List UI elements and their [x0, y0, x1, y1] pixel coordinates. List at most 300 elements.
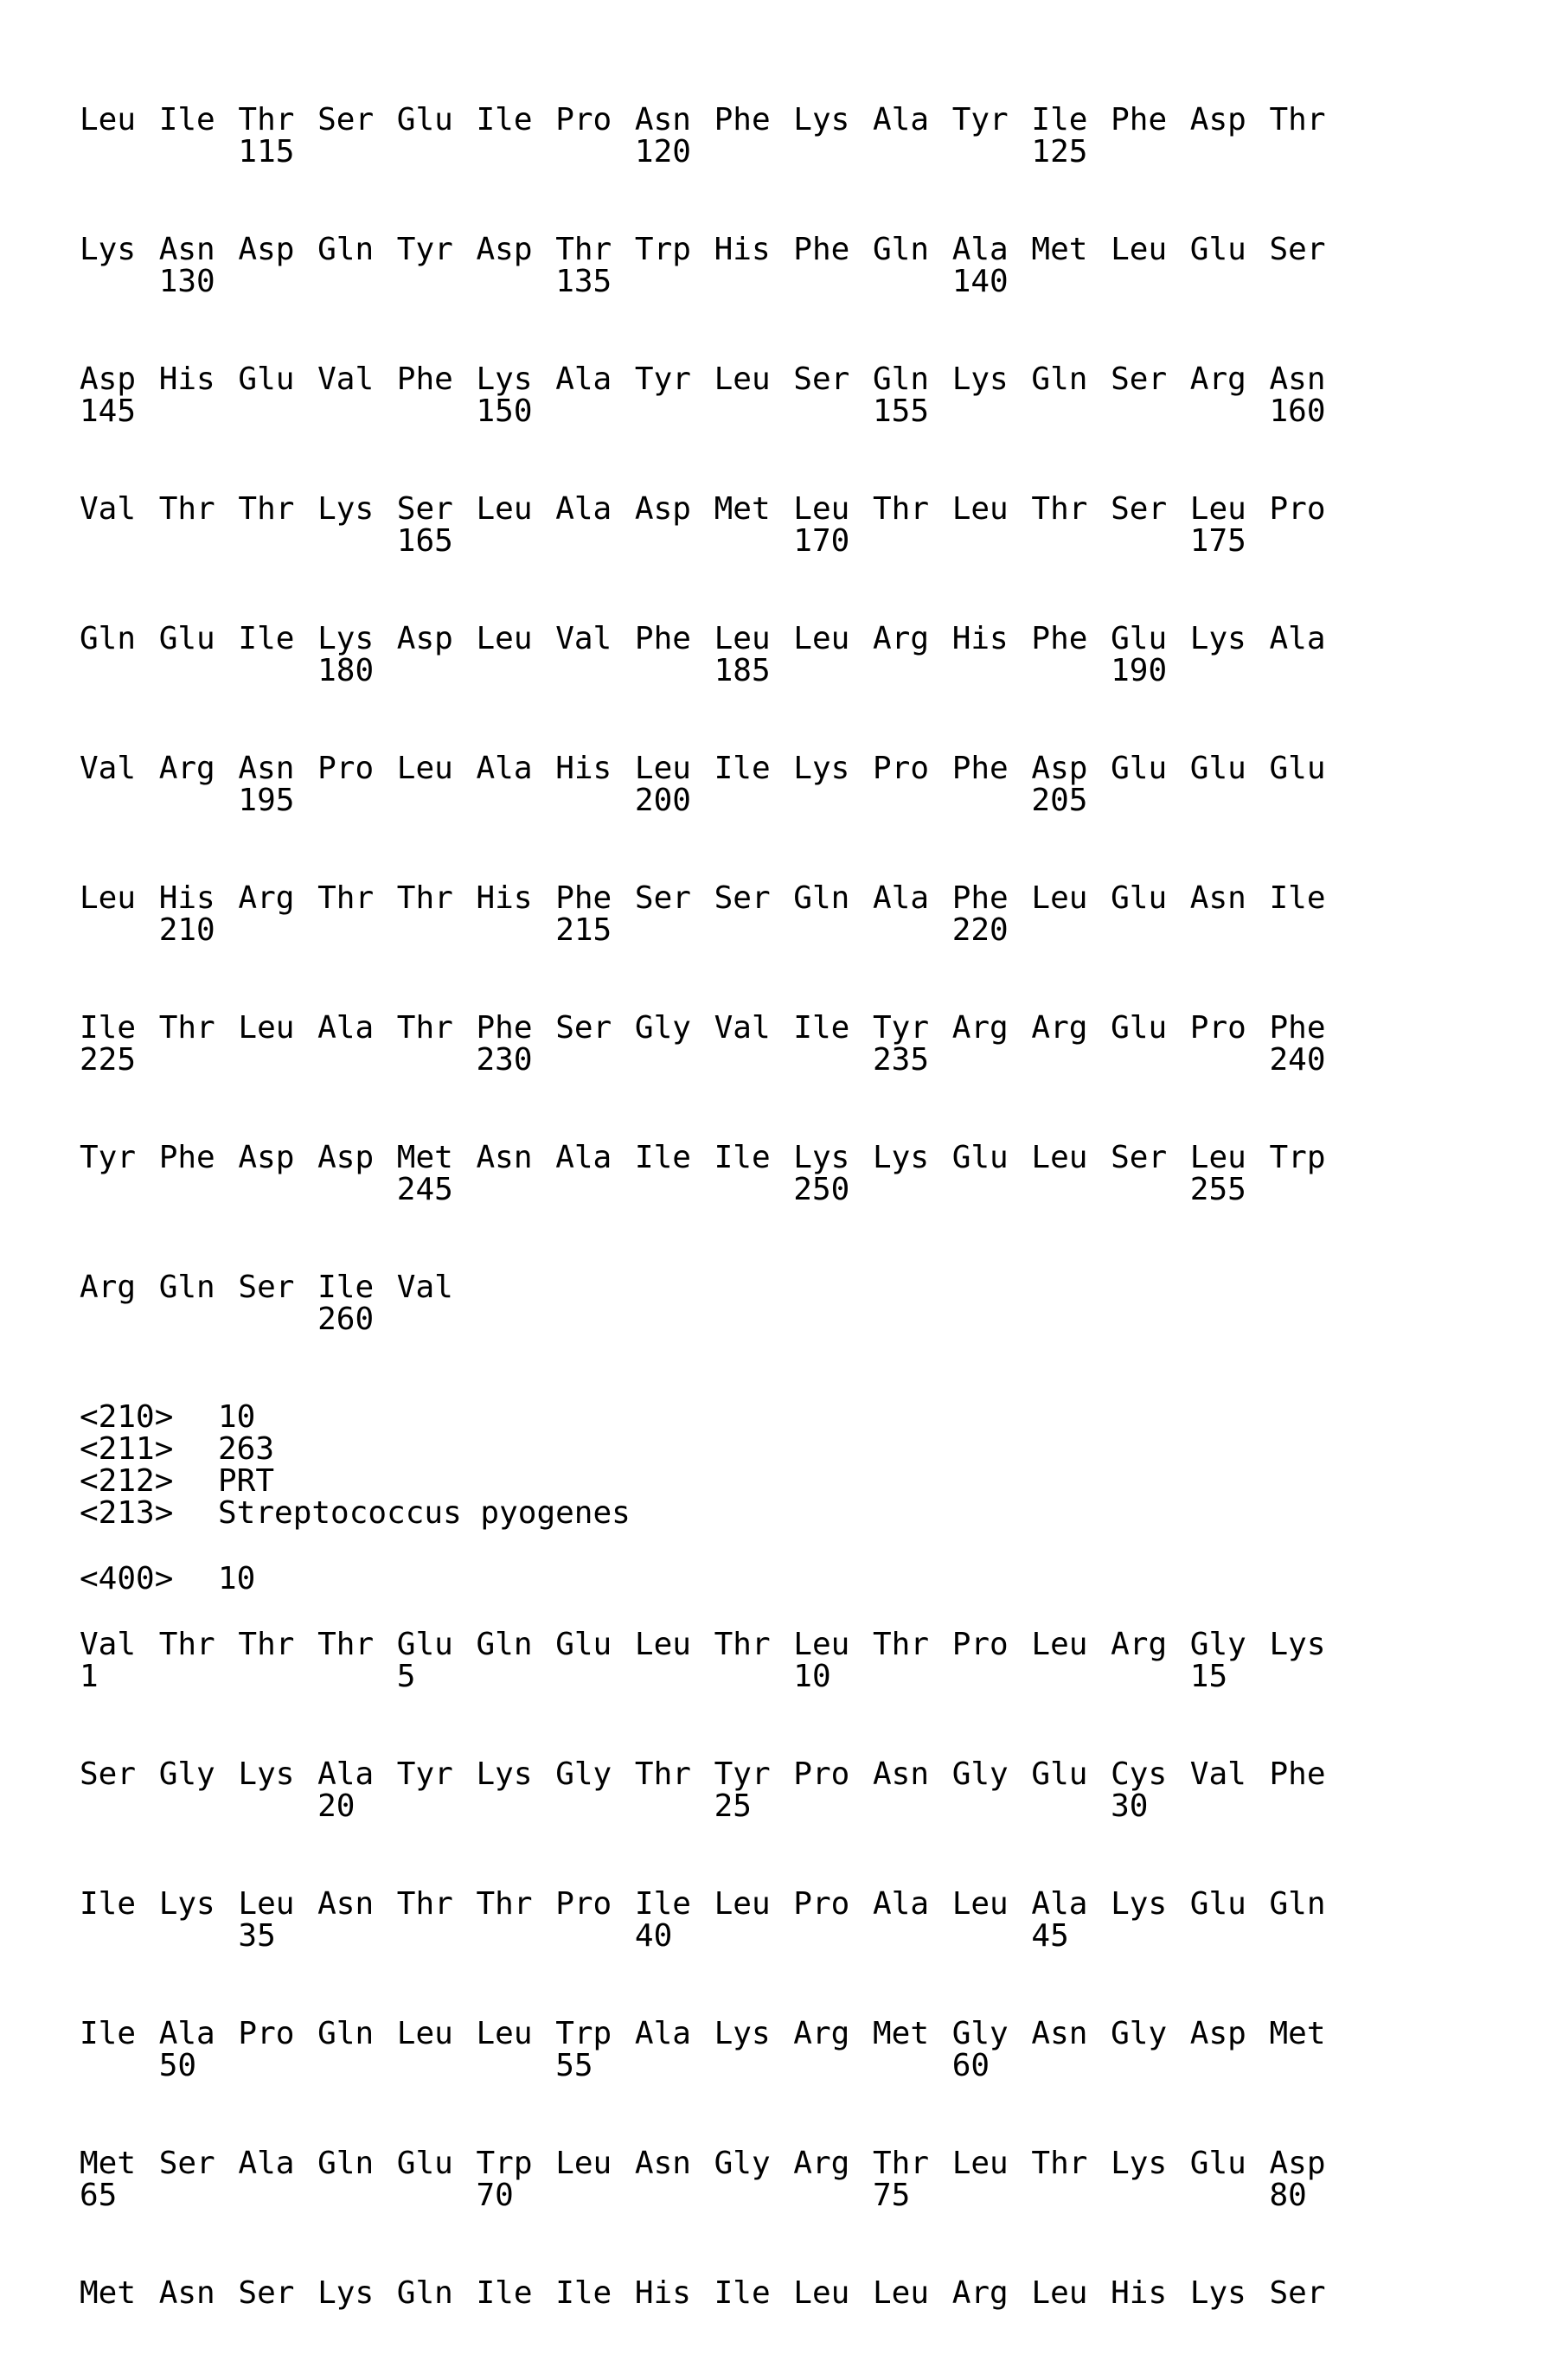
- residue: Leu: [397, 2018, 453, 2050]
- residue: Leu: [873, 2277, 929, 2309]
- residue: Thr: [635, 1758, 691, 1790]
- residue: Val: [555, 623, 612, 655]
- residue-number: 220: [952, 914, 1009, 946]
- residue: Ser: [1270, 2277, 1326, 2309]
- residue: Lys: [1270, 1628, 1326, 1660]
- residue: Leu: [397, 752, 453, 784]
- residue-number: 150: [477, 395, 533, 427]
- residue: Gly: [1190, 1628, 1246, 1660]
- residue: Ile: [555, 2277, 612, 2309]
- residue: Ala: [477, 752, 533, 784]
- residue: Asn: [635, 2147, 691, 2179]
- residue: Ser: [1270, 234, 1326, 266]
- residue: Lys: [873, 1142, 929, 1174]
- residue: Asp: [1190, 104, 1246, 136]
- residue: Asp: [238, 1142, 294, 1174]
- residue: Glu: [397, 1628, 453, 1660]
- residue: Asp: [1270, 2147, 1326, 2179]
- residue: Asp: [477, 234, 533, 266]
- residue-number: 20: [317, 1790, 355, 1822]
- residue: Asp: [1190, 2018, 1246, 2050]
- residue: Arg: [952, 1012, 1009, 1044]
- residue: Ile: [238, 623, 294, 655]
- residue-number: 140: [952, 266, 1009, 298]
- residue: Leu: [1031, 1628, 1087, 1660]
- residue: Thr: [238, 104, 294, 136]
- residue: Met: [714, 493, 771, 525]
- residue: Arg: [159, 752, 215, 784]
- residue: Glu: [159, 623, 215, 655]
- residue: Lys: [477, 363, 533, 395]
- residue: Asn: [317, 1888, 374, 1920]
- residue-number: 65: [80, 2179, 117, 2211]
- residue: Ile: [714, 752, 771, 784]
- residue-number: 175: [1190, 525, 1246, 557]
- residue: Thr: [397, 882, 453, 914]
- residue: Lys: [317, 2277, 374, 2309]
- residue: Lys: [793, 104, 849, 136]
- residue: Gln: [317, 234, 374, 266]
- residue-number: 195: [238, 784, 294, 816]
- residue: Leu: [793, 493, 849, 525]
- residue: Arg: [1031, 1012, 1087, 1044]
- residue: Lys: [1190, 2277, 1246, 2309]
- residue: Ala: [873, 1888, 929, 1920]
- residue: Ala: [555, 493, 612, 525]
- residue: Val: [714, 1012, 771, 1044]
- residue: Lys: [1111, 2147, 1167, 2179]
- residue: Leu: [1190, 493, 1246, 525]
- residue: His: [952, 623, 1009, 655]
- residue: Lys: [793, 752, 849, 784]
- residue-number: 250: [793, 1174, 849, 1206]
- residue: Tyr: [873, 1012, 929, 1044]
- residue-number: 70: [477, 2179, 514, 2211]
- residue-number: 15: [1190, 1660, 1227, 1692]
- residue: Phe: [1270, 1012, 1326, 1044]
- residue: Glu: [397, 2147, 453, 2179]
- residue-number: 240: [1270, 1044, 1326, 1076]
- residue: Ser: [317, 104, 374, 136]
- residue: Met: [397, 1142, 453, 1174]
- residue-number: 5: [397, 1660, 416, 1692]
- residue: Asn: [873, 1758, 929, 1790]
- residue-number: 55: [555, 2050, 593, 2082]
- residue: Ile: [714, 1142, 771, 1174]
- residue: Leu: [555, 2147, 612, 2179]
- residue: Thr: [238, 1628, 294, 1660]
- residue: Ala: [873, 104, 929, 136]
- residue: Gln: [317, 2018, 374, 2050]
- residue-number: 185: [714, 655, 771, 687]
- residue: Leu: [714, 363, 771, 395]
- residue: Lys: [1111, 1888, 1167, 1920]
- residue: Phe: [635, 623, 691, 655]
- residue: Phe: [793, 234, 849, 266]
- residue: Arg: [1190, 363, 1246, 395]
- residue: Trp: [1270, 1142, 1326, 1174]
- residue: Gly: [952, 1758, 1009, 1790]
- residue: Pro: [1190, 1012, 1246, 1044]
- residue: Gln: [397, 2277, 453, 2309]
- residue: Thr: [477, 1888, 533, 1920]
- residue: Arg: [238, 882, 294, 914]
- residue: Gln: [873, 234, 929, 266]
- residue-number: 245: [397, 1174, 453, 1206]
- residue: Met: [1031, 234, 1087, 266]
- residue: Thr: [873, 1628, 929, 1660]
- residue: Ala: [317, 1758, 374, 1790]
- residue: Ala: [1270, 623, 1326, 655]
- residue: Pro: [238, 2018, 294, 2050]
- residue: Glu: [1190, 752, 1246, 784]
- residue: Leu: [80, 104, 136, 136]
- residue: Tyr: [635, 363, 691, 395]
- residue: Ala: [238, 2147, 294, 2179]
- residue: Ser: [159, 2147, 215, 2179]
- residue-number: 160: [1270, 395, 1326, 427]
- residue: Ile: [635, 1888, 691, 1920]
- residue: Thr: [159, 1012, 215, 1044]
- residue: Cys: [1111, 1758, 1167, 1790]
- residue: Gln: [793, 882, 849, 914]
- residue: Met: [1270, 2018, 1326, 2050]
- residue: Arg: [1111, 1628, 1167, 1660]
- field-tag: <210>: [80, 1401, 173, 1433]
- field-value: 10: [218, 1401, 255, 1433]
- residue: Val: [80, 752, 136, 784]
- residue: Tyr: [714, 1758, 771, 1790]
- residue: Ile: [635, 1142, 691, 1174]
- residue: Leu: [793, 623, 849, 655]
- residue: Arg: [793, 2147, 849, 2179]
- residue: Phe: [952, 752, 1009, 784]
- residue: Tyr: [397, 1758, 453, 1790]
- residue: Ser: [714, 882, 771, 914]
- residue: Asn: [238, 752, 294, 784]
- residue: Pro: [555, 1888, 612, 1920]
- residue: Glu: [397, 104, 453, 136]
- residue: Met: [873, 2018, 929, 2050]
- residue: Phe: [397, 363, 453, 395]
- residue: Lys: [80, 234, 136, 266]
- residue: Ser: [635, 882, 691, 914]
- residue-number: 60: [952, 2050, 990, 2082]
- residue: Gly: [555, 1758, 612, 1790]
- residue: Ile: [80, 1888, 136, 1920]
- residue: His: [714, 234, 771, 266]
- residue: Glu: [1190, 1888, 1246, 1920]
- residue: Asp: [635, 493, 691, 525]
- residue: Leu: [952, 2147, 1009, 2179]
- residue: Leu: [635, 1628, 691, 1660]
- field-value: 263: [218, 1433, 274, 1465]
- residue-number: 155: [873, 395, 929, 427]
- residue: Ala: [873, 882, 929, 914]
- residue: Gln: [317, 2147, 374, 2179]
- residue: Lys: [477, 1758, 533, 1790]
- residue: Asp: [317, 1142, 374, 1174]
- residue: Ser: [1111, 363, 1167, 395]
- residue-number: 45: [1031, 1920, 1068, 1952]
- residue-number: 170: [793, 525, 849, 557]
- field-tag: <212>: [80, 1465, 173, 1497]
- residue: Arg: [793, 2018, 849, 2050]
- residue: Asp: [238, 234, 294, 266]
- residue: Leu: [477, 623, 533, 655]
- residue: Pro: [793, 1758, 849, 1790]
- residue: Thr: [1031, 493, 1087, 525]
- residue: Lys: [793, 1142, 849, 1174]
- residue: Leu: [793, 1628, 849, 1660]
- residue-number: 190: [1111, 655, 1167, 687]
- residue: Lys: [952, 363, 1009, 395]
- residue: Pro: [555, 104, 612, 136]
- field-value: 10: [218, 1563, 255, 1595]
- residue-number: 230: [477, 1044, 533, 1076]
- residue: Phe: [1031, 623, 1087, 655]
- residue: Glu: [1270, 752, 1326, 784]
- residue: Ser: [1111, 493, 1167, 525]
- residue: Thr: [1031, 2147, 1087, 2179]
- residue: Ile: [477, 104, 533, 136]
- residue: Thr: [159, 493, 215, 525]
- residue: Ala: [1031, 1888, 1087, 1920]
- residue: Asn: [1190, 882, 1246, 914]
- residue: Ile: [80, 1012, 136, 1044]
- residue: Leu: [477, 2018, 533, 2050]
- residue: Ile: [317, 1271, 374, 1303]
- residue: Phe: [952, 882, 1009, 914]
- residue: Phe: [477, 1012, 533, 1044]
- residue: Trp: [635, 234, 691, 266]
- residue-number: 180: [317, 655, 374, 687]
- residue: Ala: [555, 363, 612, 395]
- residue: Gln: [80, 623, 136, 655]
- residue: Lys: [714, 2018, 771, 2050]
- residue: Ile: [159, 104, 215, 136]
- residue: Phe: [714, 104, 771, 136]
- residue: Glu: [1190, 234, 1246, 266]
- residue: Lys: [159, 1888, 215, 1920]
- residue: Leu: [1031, 2277, 1087, 2309]
- residue: Met: [80, 2277, 136, 2309]
- residue-number: 225: [80, 1044, 136, 1076]
- residue: Leu: [1190, 1142, 1246, 1174]
- residue-number: 25: [714, 1790, 752, 1822]
- residue: Thr: [159, 1628, 215, 1660]
- residue: Arg: [873, 623, 929, 655]
- residue-number: 115: [238, 136, 294, 168]
- residue-number: 120: [635, 136, 691, 168]
- residue-number: 75: [873, 2179, 910, 2211]
- residue: Asp: [1031, 752, 1087, 784]
- residue-number: 50: [159, 2050, 196, 2082]
- residue: Val: [1190, 1758, 1246, 1790]
- residue: Trp: [477, 2147, 533, 2179]
- residue: Leu: [238, 1012, 294, 1044]
- residue: Ser: [238, 1271, 294, 1303]
- residue: Lys: [317, 623, 374, 655]
- field-tag: <211>: [80, 1433, 173, 1465]
- residue: Phe: [1111, 104, 1167, 136]
- residue-number: 40: [635, 1920, 672, 1952]
- residue: Glu: [1190, 2147, 1246, 2179]
- residue: Ser: [238, 2277, 294, 2309]
- residue: Val: [397, 1271, 453, 1303]
- residue: Asn: [477, 1142, 533, 1174]
- field-value: Streptococcus pyogenes: [218, 1497, 631, 1529]
- residue: Leu: [1031, 882, 1087, 914]
- residue-number: 10: [793, 1660, 830, 1692]
- residue: Asn: [1270, 363, 1326, 395]
- residue-number: 215: [555, 914, 612, 946]
- residue: Phe: [1270, 1758, 1326, 1790]
- residue: Thr: [317, 1628, 374, 1660]
- residue: Thr: [397, 1888, 453, 1920]
- residue: Lys: [238, 1758, 294, 1790]
- residue: Met: [80, 2147, 136, 2179]
- residue: Thr: [714, 1628, 771, 1660]
- residue-number: 35: [238, 1920, 275, 1952]
- residue: Leu: [1111, 234, 1167, 266]
- residue: Ser: [397, 493, 453, 525]
- residue: Glu: [1111, 1012, 1167, 1044]
- residue: Ser: [555, 1012, 612, 1044]
- residue: Tyr: [80, 1142, 136, 1174]
- residue: Phe: [159, 1142, 215, 1174]
- residue: Val: [317, 363, 374, 395]
- residue-number: 200: [635, 784, 691, 816]
- residue: Gly: [714, 2147, 771, 2179]
- residue: Asn: [635, 104, 691, 136]
- residue-number: 165: [397, 525, 453, 557]
- residue: Ile: [1031, 104, 1087, 136]
- residue: Ile: [477, 2277, 533, 2309]
- residue: His: [159, 363, 215, 395]
- residue: Glu: [555, 1628, 612, 1660]
- residue-number: 205: [1031, 784, 1087, 816]
- residue: Pro: [317, 752, 374, 784]
- residue: Asp: [397, 623, 453, 655]
- residue: Leu: [952, 493, 1009, 525]
- residue: Ile: [793, 1012, 849, 1044]
- residue: His: [1111, 2277, 1167, 2309]
- residue: Glu: [1111, 882, 1167, 914]
- residue: Tyr: [397, 234, 453, 266]
- residue-number: 210: [159, 914, 215, 946]
- residue-number: 30: [1111, 1790, 1148, 1822]
- residue: Arg: [952, 2277, 1009, 2309]
- residue-number: 255: [1190, 1174, 1246, 1206]
- residue: Asn: [159, 2277, 215, 2309]
- residue: Leu: [80, 882, 136, 914]
- residue: Glu: [1111, 752, 1167, 784]
- residue: Ser: [793, 363, 849, 395]
- residue: His: [159, 882, 215, 914]
- residue: Thr: [873, 493, 929, 525]
- residue: Gly: [1111, 2018, 1167, 2050]
- residue: Ile: [714, 2277, 771, 2309]
- field-tag: <213>: [80, 1497, 173, 1529]
- residue: Lys: [317, 493, 374, 525]
- residue: Gln: [873, 363, 929, 395]
- residue: Pro: [873, 752, 929, 784]
- residue: Ala: [555, 1142, 612, 1174]
- residue: Gln: [159, 1271, 215, 1303]
- residue-number: 235: [873, 1044, 929, 1076]
- residue-number: 1: [80, 1660, 99, 1692]
- residue: Pro: [952, 1628, 1009, 1660]
- residue: Leu: [477, 493, 533, 525]
- residue: Gln: [1270, 1888, 1326, 1920]
- residue: Ala: [635, 2018, 691, 2050]
- residue: Gly: [952, 2018, 1009, 2050]
- residue: Thr: [238, 493, 294, 525]
- residue-number: 145: [80, 395, 136, 427]
- residue: Asp: [80, 363, 136, 395]
- residue: Lys: [1190, 623, 1246, 655]
- residue: Gln: [477, 1628, 533, 1660]
- residue: Leu: [1031, 1142, 1087, 1174]
- residue: Arg: [80, 1271, 136, 1303]
- residue: Val: [80, 1628, 136, 1660]
- residue: Ile: [1270, 882, 1326, 914]
- residue: Leu: [793, 2277, 849, 2309]
- residue: Trp: [555, 2018, 612, 2050]
- residue: Glu: [1111, 623, 1167, 655]
- residue-number: 135: [555, 266, 612, 298]
- residue: Ser: [80, 1758, 136, 1790]
- residue: Leu: [714, 623, 771, 655]
- residue: Phe: [555, 882, 612, 914]
- residue: Gly: [635, 1012, 691, 1044]
- residue: Gly: [159, 1758, 215, 1790]
- field-value: PRT: [218, 1465, 274, 1497]
- residue: Asn: [159, 234, 215, 266]
- residue: Thr: [1270, 104, 1326, 136]
- residue-number: 125: [1031, 136, 1087, 168]
- residue: Thr: [317, 882, 374, 914]
- residue: Glu: [1031, 1758, 1087, 1790]
- residue: Pro: [793, 1888, 849, 1920]
- residue: Thr: [555, 234, 612, 266]
- field-tag: <400>: [80, 1563, 173, 1595]
- residue: Val: [80, 493, 136, 525]
- residue: Ile: [80, 2018, 136, 2050]
- residue: Ala: [159, 2018, 215, 2050]
- residue: Leu: [238, 1888, 294, 1920]
- residue: Ser: [1111, 1142, 1167, 1174]
- residue: His: [477, 882, 533, 914]
- residue: Asn: [1031, 2018, 1087, 2050]
- residue: His: [555, 752, 612, 784]
- residue: Pro: [1270, 493, 1326, 525]
- residue: Ala: [317, 1012, 374, 1044]
- residue: Leu: [714, 1888, 771, 1920]
- residue: Thr: [397, 1012, 453, 1044]
- residue: Leu: [635, 752, 691, 784]
- residue: Glu: [238, 363, 294, 395]
- residue-number: 80: [1270, 2179, 1307, 2211]
- residue: Glu: [952, 1142, 1009, 1174]
- residue-number: 260: [317, 1303, 374, 1335]
- residue: His: [635, 2277, 691, 2309]
- residue-number: 130: [159, 266, 215, 298]
- residue: Thr: [873, 2147, 929, 2179]
- residue: Tyr: [952, 104, 1009, 136]
- residue: Ala: [952, 234, 1009, 266]
